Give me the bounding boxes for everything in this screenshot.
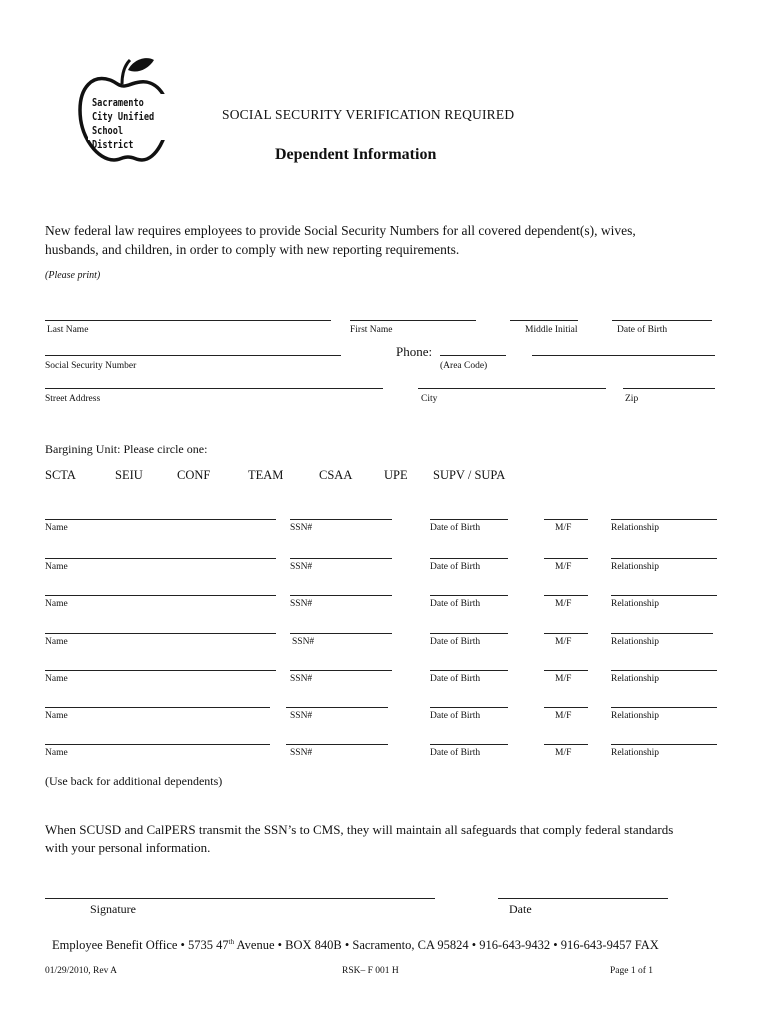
dependent-sex-field[interactable] xyxy=(544,633,588,634)
area-code-field[interactable] xyxy=(440,355,506,356)
signature-field[interactable] xyxy=(45,898,435,899)
first-name-label: First Name xyxy=(350,325,393,335)
dependent-ssn-label: SSN# xyxy=(292,637,315,647)
dependent-name-field[interactable] xyxy=(45,595,276,596)
dependent-dob-field[interactable] xyxy=(430,595,508,596)
dependent-dob-label: Date of Birth xyxy=(430,711,481,721)
phone-label: Phone: xyxy=(396,344,433,359)
street-address-label: Street Address xyxy=(45,394,101,404)
dependent-dob-label: Date of Birth xyxy=(430,562,481,572)
bargaining-unit-label: Bargining Unit: Please circle one: xyxy=(45,442,208,456)
city-field[interactable] xyxy=(418,388,606,389)
date-label: Date xyxy=(509,902,532,916)
dependent-dob-field[interactable] xyxy=(430,744,508,745)
dependent-dob-field[interactable] xyxy=(430,707,508,708)
dependent-ssn-field[interactable] xyxy=(290,558,392,559)
middle-initial-label: Middle Initial xyxy=(525,325,578,335)
dependent-ssn-label: SSN# xyxy=(290,523,313,533)
dependent-ssn-label: SSN# xyxy=(290,748,313,758)
dependent-relationship-label: Relationship xyxy=(611,562,660,572)
dependent-name-label: Name xyxy=(45,637,68,647)
dependent-dob-label: Date of Birth xyxy=(430,523,481,533)
form-title: SOCIAL SECURITY VERIFICATION REQUIRED xyxy=(222,107,515,122)
date-field[interactable] xyxy=(498,898,668,899)
dependent-ssn-label: SSN# xyxy=(290,599,313,609)
dependent-relationship-field[interactable] xyxy=(611,519,717,520)
dependent-relationship-field[interactable] xyxy=(611,670,717,671)
dependent-dob-label: Date of Birth xyxy=(430,748,481,758)
dependent-relationship-label: Relationship xyxy=(611,523,660,533)
zip-field[interactable] xyxy=(623,388,715,389)
dependent-dob-field[interactable] xyxy=(430,519,508,520)
dependent-ssn-label: SSN# xyxy=(290,711,313,721)
dependent-dob-label: Date of Birth xyxy=(430,599,481,609)
dependent-ssn-field[interactable] xyxy=(290,633,392,634)
dependent-name-label: Name xyxy=(45,674,68,684)
dependent-relationship-field[interactable] xyxy=(611,633,713,634)
dependent-relationship-label: Relationship xyxy=(611,711,660,721)
dependent-sex-label: M/F xyxy=(555,562,572,572)
unit-upe[interactable]: UPE xyxy=(384,468,408,482)
zip-label: Zip xyxy=(625,394,639,404)
dependent-relationship-label: Relationship xyxy=(611,637,660,647)
logo-line-1: Sacramento xyxy=(92,97,144,109)
signature-label: Signature xyxy=(90,902,136,916)
dob-label: Date of Birth xyxy=(617,325,668,335)
unit-team[interactable]: TEAM xyxy=(248,468,284,482)
dependent-sex-label: M/F xyxy=(555,637,572,647)
dependent-relationship-label: Relationship xyxy=(611,674,660,684)
intro-line-1: New federal law requires employees to provide Social Security Numbers for all covered dependent(s), wives, xyxy=(45,223,636,238)
dependent-ssn-field[interactable] xyxy=(290,519,392,520)
unit-csaa[interactable]: CSAA xyxy=(319,468,353,482)
logo-line-2: City Unified xyxy=(92,111,155,123)
form-subtitle: Dependent Information xyxy=(275,146,437,163)
dependent-sex-label: M/F xyxy=(555,711,572,721)
dependent-dob-label: Date of Birth xyxy=(430,637,481,647)
dependent-sex-field[interactable] xyxy=(544,595,588,596)
dependent-dob-label: Date of Birth xyxy=(430,674,481,684)
logo-line-3: School District xyxy=(92,125,134,151)
street-address-field[interactable] xyxy=(45,388,383,389)
city-label: City xyxy=(421,394,438,404)
dependent-relationship-field[interactable] xyxy=(611,558,717,559)
area-code-label: (Area Code) xyxy=(440,361,488,371)
footer-page-number: Page 1 of 1 xyxy=(610,966,654,976)
dependent-name-label: Name xyxy=(45,562,68,572)
dependent-name-label: Name xyxy=(45,748,68,758)
dependent-sex-field[interactable] xyxy=(544,744,588,745)
dependent-ssn-field[interactable] xyxy=(290,595,392,596)
dependent-relationship-field[interactable] xyxy=(611,707,717,708)
dependent-ssn-label: SSN# xyxy=(290,674,313,684)
first-name-field[interactable] xyxy=(350,320,476,321)
unit-supv-supa[interactable]: SUPV / SUPA xyxy=(433,468,506,482)
safeguard-line-1: When SCUSD and CalPERS transmit the SSN’s to CMS, they will maintain all safeguards that comply federal standards xyxy=(45,822,674,837)
unit-seiu[interactable]: SEIU xyxy=(115,468,143,482)
unit-scta[interactable]: SCTA xyxy=(45,468,76,482)
dependent-name-label: Name xyxy=(45,523,68,533)
footer-form-code: RSK– F 001 H xyxy=(342,966,399,976)
middle-initial-field[interactable] xyxy=(510,320,578,321)
dependent-relationship-label: Relationship xyxy=(611,748,660,758)
dependent-name-field[interactable] xyxy=(45,519,276,520)
dependent-relationship-label: Relationship xyxy=(611,599,660,609)
benefit-office-address xyxy=(52,938,659,953)
dependent-sex-field[interactable] xyxy=(544,519,588,520)
dependent-sex-label: M/F xyxy=(555,599,572,609)
dependent-sex-field[interactable] xyxy=(544,707,588,708)
dependent-ssn-field[interactable] xyxy=(290,670,392,671)
dependent-name-field[interactable] xyxy=(45,707,270,708)
dependent-name-field[interactable] xyxy=(45,633,276,634)
address-ordinal: th xyxy=(228,938,235,946)
please-print-note: (Please print) xyxy=(45,270,101,281)
dependent-name-label: Name xyxy=(45,599,68,609)
dependent-name-field[interactable] xyxy=(45,558,276,559)
dependent-dob-field[interactable] xyxy=(430,633,508,634)
safeguard-line-2: with your personal information. xyxy=(45,840,211,855)
ssn-label: Social Security Number xyxy=(45,361,137,371)
dependent-relationship-field[interactable] xyxy=(611,595,717,596)
dependent-sex-field[interactable] xyxy=(544,670,588,671)
dependent-sex-field[interactable] xyxy=(544,558,588,559)
unit-conf[interactable]: CONF xyxy=(177,468,211,482)
last-name-field[interactable] xyxy=(45,320,331,321)
dependent-sex-label: M/F xyxy=(555,748,572,758)
dependent-ssn-label: SSN# xyxy=(290,562,313,572)
footer-revision: 01/29/2010, Rev A xyxy=(45,966,118,976)
last-name-label: Last Name xyxy=(47,325,89,335)
employee-dob-field[interactable] xyxy=(612,320,712,321)
address-part-1: Employee Benefit Office • 5735 47 xyxy=(52,938,229,953)
dependent-dob-field[interactable] xyxy=(430,670,508,671)
dependent-ssn-field[interactable] xyxy=(286,744,388,745)
additional-dependents-note: (Use back for additional dependents) xyxy=(45,774,223,788)
dependent-name-field[interactable] xyxy=(45,744,270,745)
dependent-relationship-field[interactable] xyxy=(611,744,717,745)
district-logo xyxy=(62,52,174,170)
dependent-sex-label: M/F xyxy=(555,523,572,533)
dependent-sex-label: M/F xyxy=(555,674,572,684)
intro-line-2: husbands, and children, in order to comply with new reporting requirements. xyxy=(45,242,460,257)
dependent-dob-field[interactable] xyxy=(430,558,508,559)
phone-field[interactable] xyxy=(532,355,715,356)
dependent-ssn-field[interactable] xyxy=(286,707,388,708)
dependent-name-label: Name xyxy=(45,711,68,721)
ssn-field[interactable] xyxy=(45,355,341,356)
logo-text xyxy=(92,96,159,152)
address-part-2: Avenue • BOX 840B • Sacramento, CA 95824 • 916-643-9432 • 916-643-9457 FAX xyxy=(234,938,659,953)
dependent-name-field[interactable] xyxy=(45,670,276,671)
